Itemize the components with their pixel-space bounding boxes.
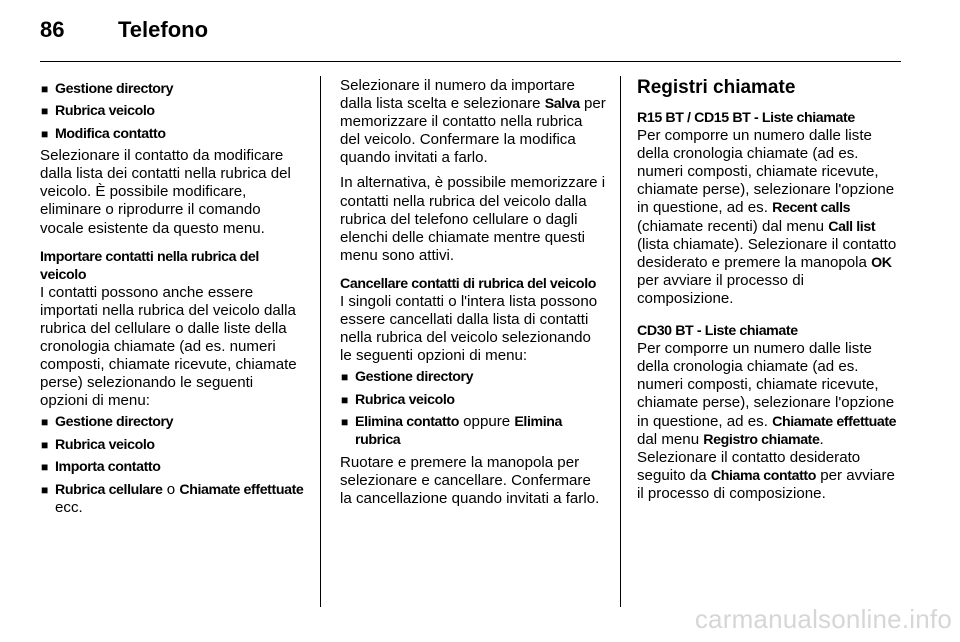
bullet-icon: ■ [341, 392, 349, 407]
column-1 [40, 77, 305, 521]
bullet-icon: ■ [41, 437, 49, 452]
list-item: ■ Gestione directory [41, 414, 174, 431]
paragraph: Selezionare il numero da importare dalla lista scelta e selezionare Salva per memorizzare il contatto nella rubrica del veicolo. Confermare la modifica quando invitati a farlo. [340, 77, 606, 167]
bullet-icon: ■ [41, 82, 49, 96]
column-divider [620, 76, 621, 607]
bullet-icon: ■ [341, 415, 349, 430]
paragraph: I singoli contatti o l'intera lista possono essere cancellati dalla lista di contatti nella rubrica del veicolo selezionando le seguenti opzioni di menu: [340, 293, 598, 365]
bullet-icon: ■ [41, 482, 49, 497]
menu-path-list [340, 368, 606, 449]
watermark: carmanualsonline.info [694, 604, 952, 634]
paragraph: Per comporre un numero dalle liste della cronologia chiamate (ad es. numeri composti, chiamate ricevute, chiamate perse), selezionare l'opzione in questione, ad es. Chiamate effettuate dal menu Registro chiamate. Selezionare il contatto desiderato seguito da Chiama contatto per avviare il processo di composizione. [637, 340, 897, 502]
list-item: ■ Elimina contatto oppure Elimina rubrica [341, 413, 563, 449]
page-title: Telefono [118, 17, 209, 42]
bullet-icon: ■ [41, 415, 49, 430]
paragraph: Ruotare e premere la manopola per selezionare e cancellare. Confermare la cancellazione quando invitati a farlo. [340, 453, 600, 507]
subheading: Cancellare contatti di rubrica del veicolo [340, 275, 596, 292]
header-rule [40, 61, 901, 62]
column-divider [320, 76, 321, 607]
subheading: CD30 BT - Liste chiamate [637, 323, 798, 340]
list-item: ■ Modifica contatto [41, 125, 166, 142]
list-item: ■ Gestione directory [341, 369, 474, 386]
paragraph: I contatti possono anche essere importati nella rubrica del veicolo dalla rubrica del cellulare o dalle liste della cronologia chiamate (ad es. numeri composti, chiamate ricevute, chiamate perse) selezionando le seguenti opzioni di menu: [40, 283, 297, 410]
menu-path-list [40, 413, 305, 516]
paragraph: Selezionare il contatto da modificare dalla lista dei contatti nella rubrica del veicolo. È possibile modificare, eliminare o riprodurre il comando vocale esistente da questo menu. [40, 147, 291, 237]
section-heading: Registri chiamate [637, 77, 796, 98]
bullet-icon: ■ [41, 126, 49, 141]
list-item: ■ Gestione directory [41, 81, 174, 97]
list-item: ■ Rubrica cellulare o Chiamate effettuate ecc. [41, 480, 304, 516]
list-item: ■ Rubrica veicolo [41, 103, 155, 120]
bullet-icon: ■ [41, 104, 49, 119]
column-3 [637, 77, 902, 503]
list-item: ■ Importa contatto [41, 459, 161, 476]
page-number: 86 [40, 17, 65, 42]
column-2 [340, 77, 606, 508]
menu-path-list [40, 80, 305, 143]
list-item: ■ Rubrica veicolo [41, 436, 155, 453]
paragraph: Per comporre un numero dalle liste della cronologia chiamate (ad es. numeri composti, chiamate ricevute, chiamate perse), selezionare l'opzione in questione, ad es. Recent calls (chiamate recenti) dal menu Call list (lista chiamate). Selezionare il contatto desiderato e premere la manopola OK per avviare il processo di composizione. [637, 127, 897, 307]
bullet-icon: ■ [41, 460, 49, 475]
paragraph: In alternativa, è possibile memorizzare i contatti nella rubrica del veicolo dalla rubrica del telefono cellulare o dagli elenchi delle chiamate mentre questi menu sono attivi. [340, 174, 606, 264]
list-item: ■ Rubrica veicolo [341, 391, 455, 408]
subheading: Importare contatti nella rubrica del veicolo [40, 248, 259, 283]
bullet-icon: ■ [341, 370, 349, 385]
subheading: R15 BT / CD15 BT - Liste chiamate [637, 110, 855, 126]
